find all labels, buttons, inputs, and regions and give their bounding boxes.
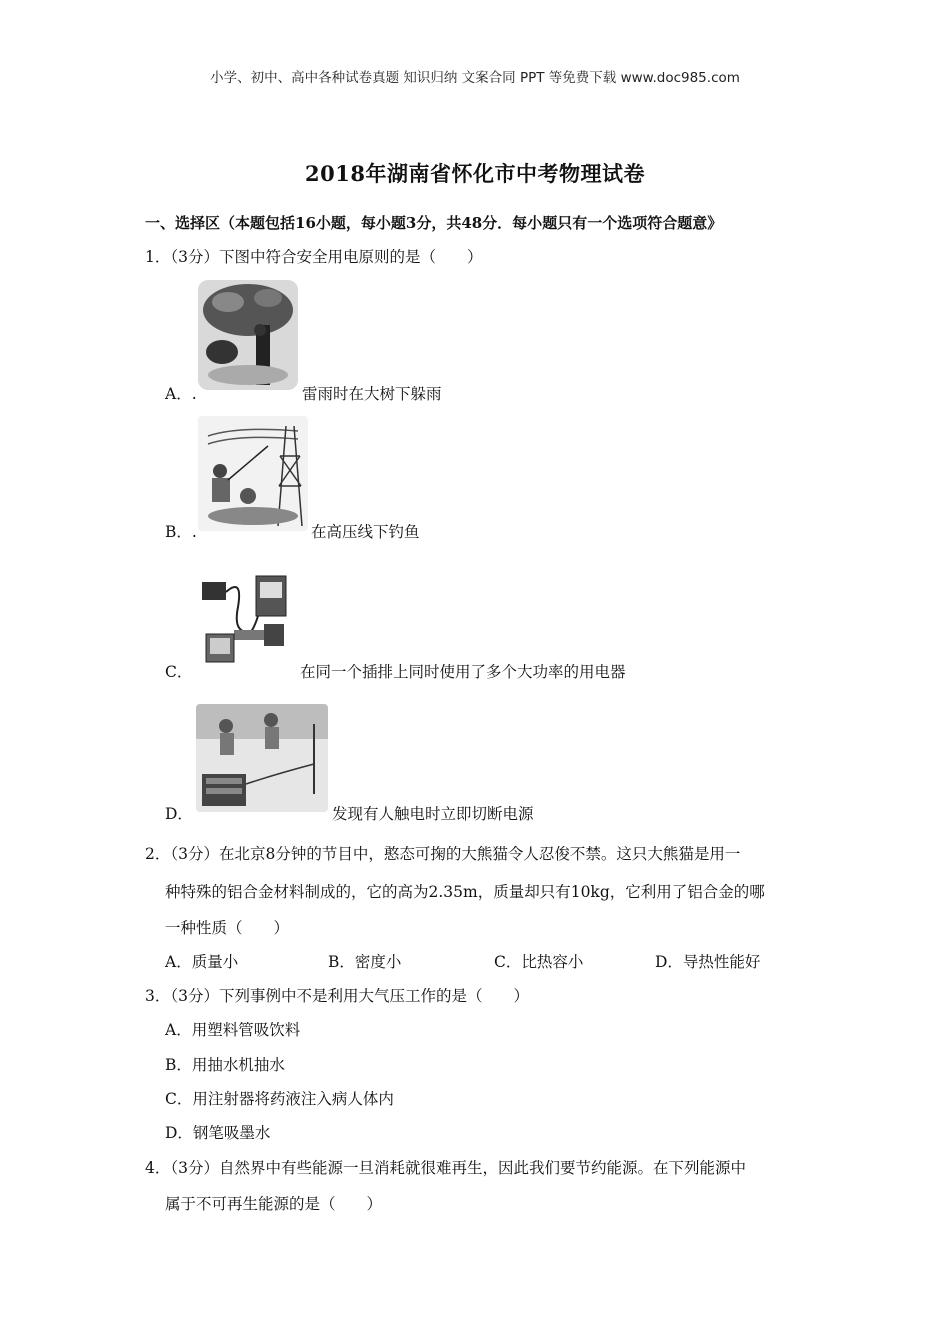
electric-shock-picture (196, 704, 328, 812)
q1-option-b-text: 在高压线下钓鱼 (311, 523, 420, 541)
q2-option-c: C．比热容小 (494, 953, 584, 971)
tree-rain-picture (198, 280, 298, 390)
question-3-stem: 3．（3分）下列事例中不是利用大气压工作的是（ ） (145, 987, 529, 1005)
q1-option-c-label: C． (165, 663, 193, 681)
question-2-line-1: 2．（3分）在北京8分钟的节目中，憨态可掬的大熊猫令人忍俊不禁。这只大熊猫是用一 (145, 845, 741, 863)
q2-option-a: A．质量小 (165, 953, 239, 971)
q3-option-b: B．用抽水机抽水 (165, 1056, 285, 1074)
q3-option-c: C．用注射器将药液注入病人体内 (165, 1090, 394, 1108)
question-4-line-1: 4．（3分）自然界中有些能源一旦消耗就很难再生，因此我们要节约能源。在下列能源中 (145, 1159, 746, 1177)
q3-option-d: D．钢笔吸墨水 (165, 1124, 271, 1142)
power-strip-picture (198, 572, 298, 668)
site-header: 小学、初中、高中各种试卷真题 知识归纳 文案合同 PPT 等免费下载 www.doc985.com (210, 70, 740, 86)
q1-option-a-text: 雷雨时在大树下躲雨 (302, 385, 442, 403)
q3-option-a: A．用塑料管吸饮料 (165, 1021, 301, 1039)
section-heading: 一、选择区（本题包括16小题，每小题3分，共48分．每小题只有一个选项符合题意》 (145, 214, 723, 232)
q1-option-c-text: 在同一个插排上同时使用了多个大功率的用电器 (300, 663, 626, 681)
q1-option-b-label: B．. (165, 523, 197, 541)
q2-option-b: B．密度小 (328, 953, 402, 971)
question-4-line-2: 属于不可再生能源的是（ ） (165, 1195, 383, 1213)
page-title: 2018年湖南省怀化市中考物理试卷 (305, 161, 645, 186)
q1-option-d-text: 发现有人触电时立即切断电源 (332, 805, 534, 823)
question-1-stem: 1．（3分）下图中符合安全用电原则的是（ ） (145, 248, 483, 266)
question-2-line-2: 种特殊的铝合金材料制成的，它的高为2.35m，质量却只有10kg，它利用了铝合金的哪 (165, 883, 765, 901)
q2-option-d: D．导热性能好 (655, 953, 761, 971)
fishing-powerline-picture (198, 416, 308, 531)
question-2-line-3: 一种性质（ ） (165, 919, 290, 937)
q1-option-d-label: D． (165, 805, 193, 823)
q1-option-a-label: A．. (165, 385, 197, 403)
